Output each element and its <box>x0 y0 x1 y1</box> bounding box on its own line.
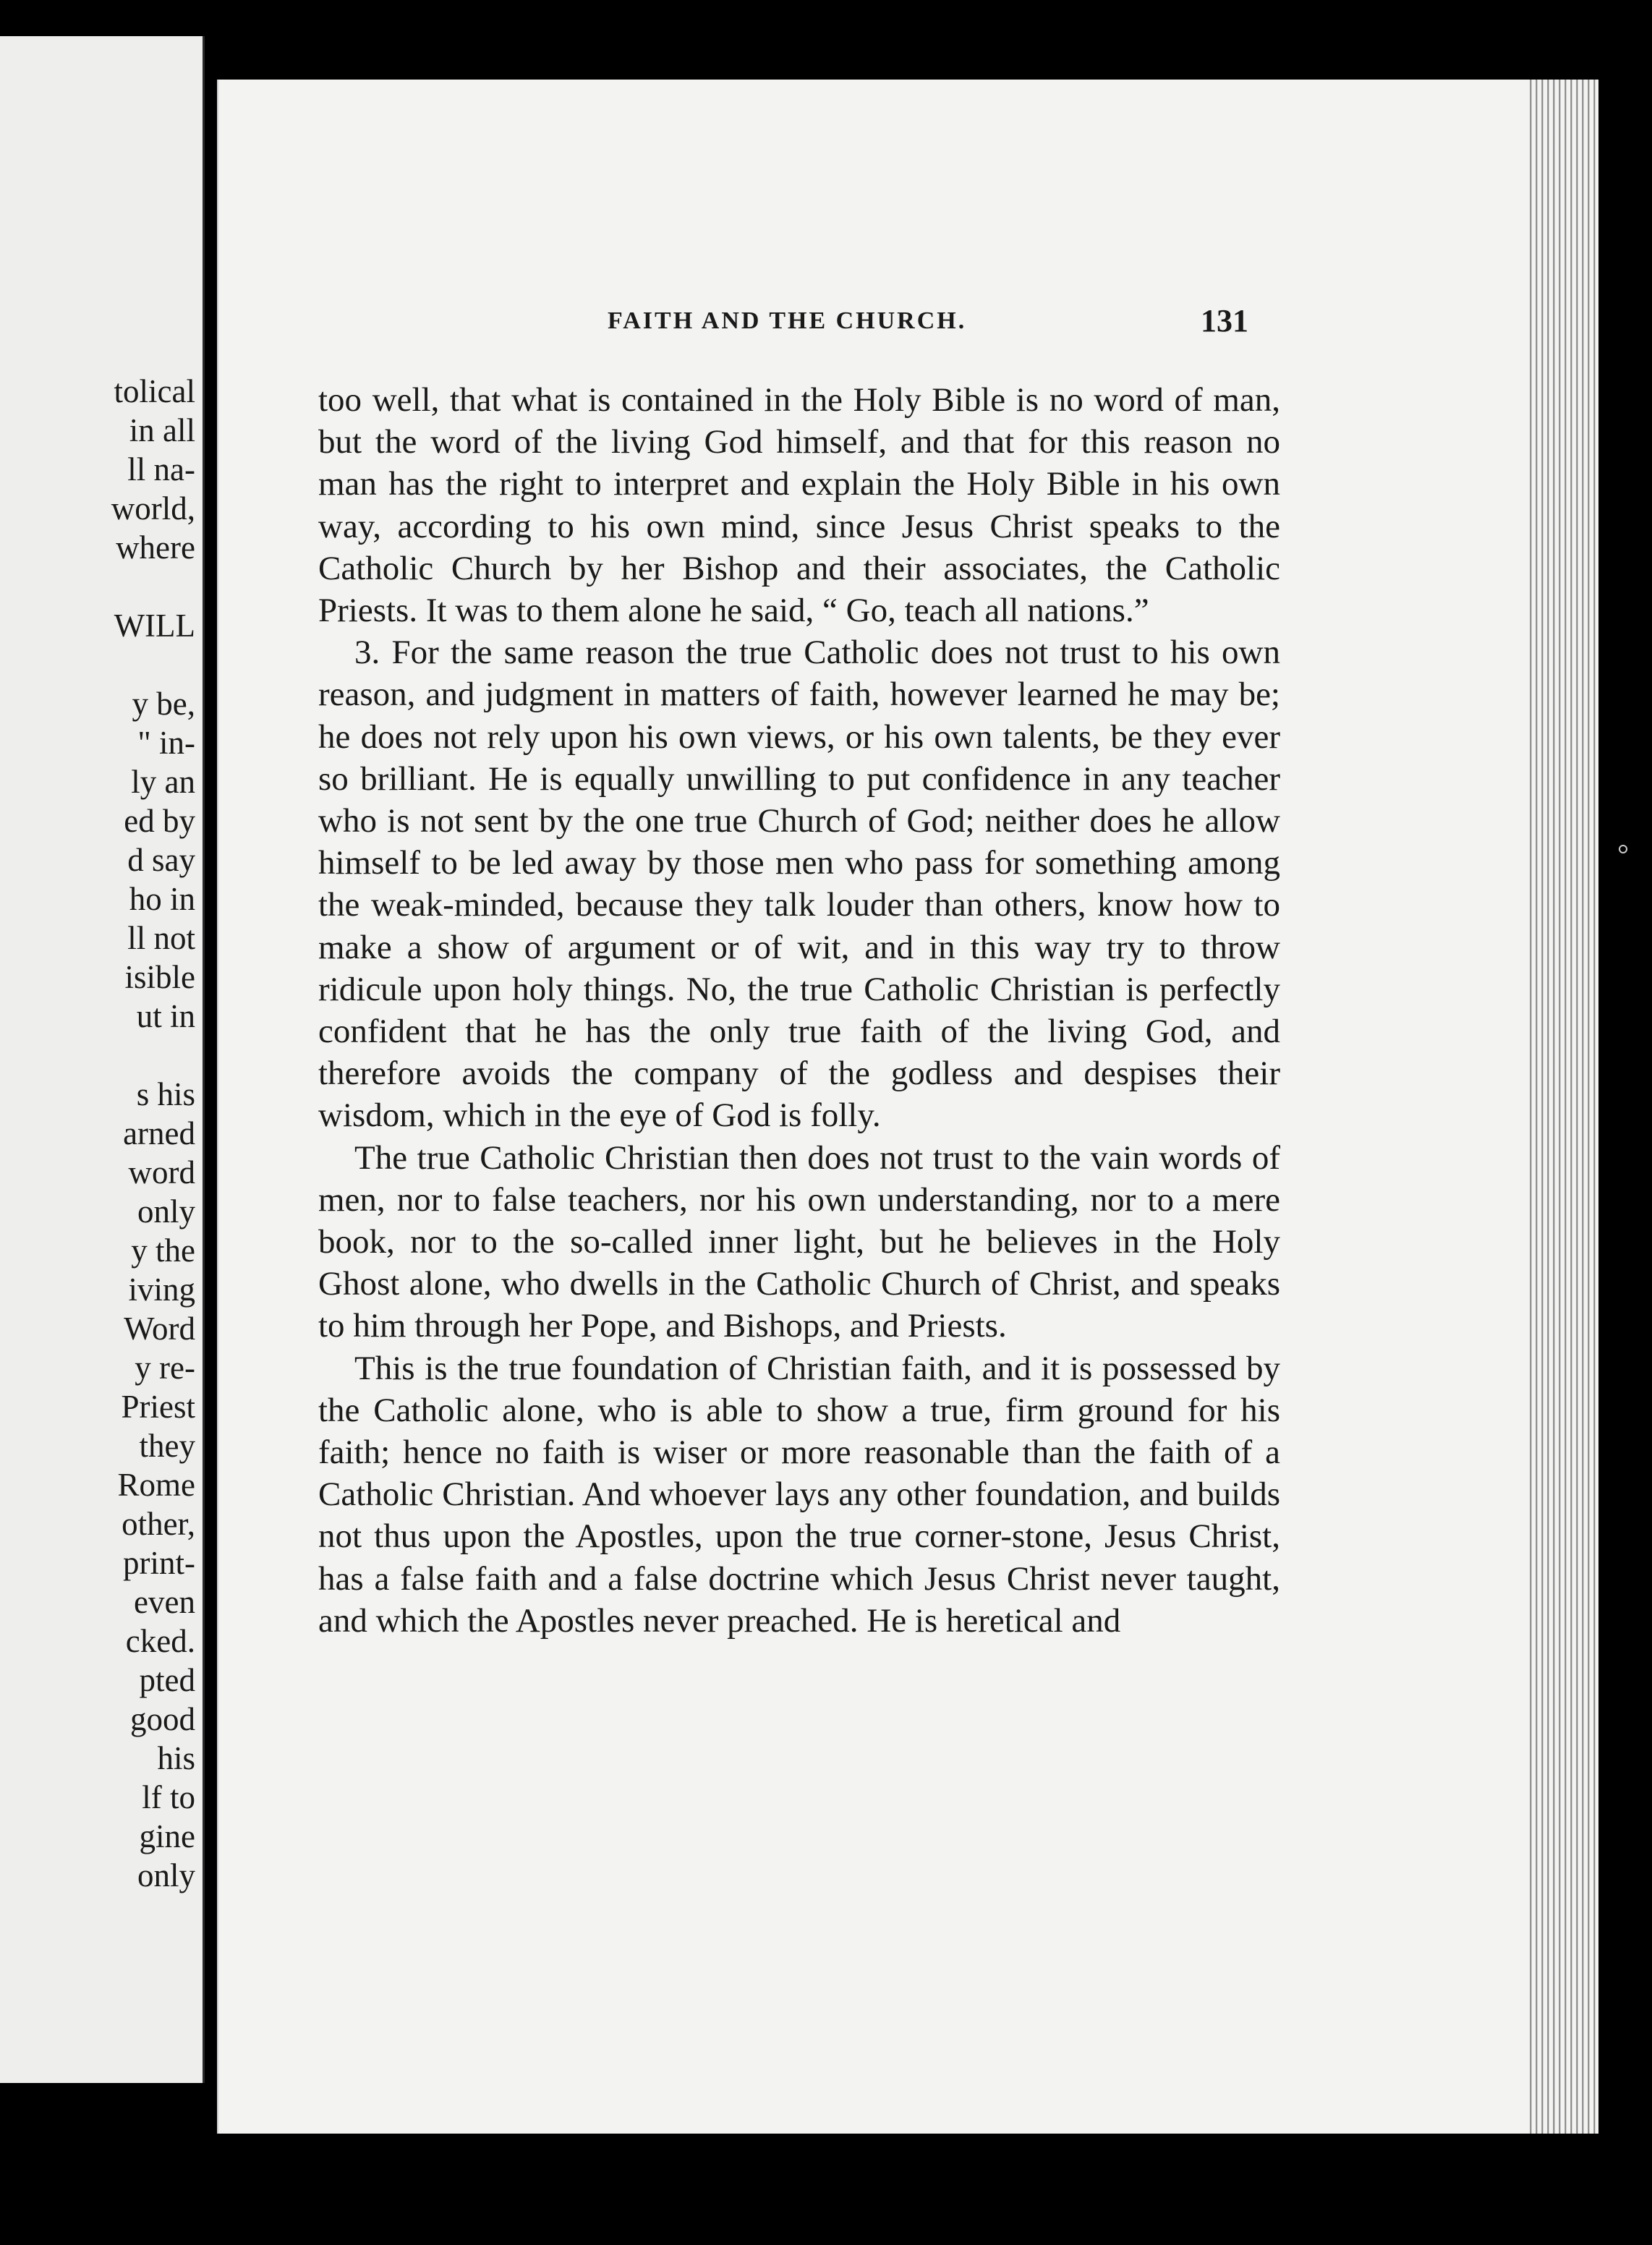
left-page-line: iving <box>128 1271 195 1308</box>
left-page-line: d say <box>127 842 195 878</box>
left-page-line: Priest <box>121 1389 195 1425</box>
left-page-line: only <box>137 1857 195 1893</box>
left-page-line: where <box>116 529 195 566</box>
left-page-line: arned <box>123 1115 195 1151</box>
left-page-line: print- <box>123 1545 195 1581</box>
left-page-line: Rome <box>117 1467 195 1503</box>
scan-speck <box>1619 845 1627 853</box>
left-page-line: ll not <box>127 920 195 956</box>
left-page-line: ut in <box>136 998 195 1034</box>
left-page-line: ho in <box>129 881 195 917</box>
left-page-line: word <box>128 1154 195 1190</box>
page-edge-stack <box>1526 80 1598 2134</box>
left-facing-page <box>0 36 205 2083</box>
left-page-line: other, <box>122 1506 195 1542</box>
left-page-line: isible <box>124 959 195 995</box>
left-page-line: in all <box>129 412 195 448</box>
left-page-line <box>51 645 195 684</box>
left-page-line <box>51 1036 195 1075</box>
left-page-text <box>51 372 195 1895</box>
left-page-line: " in- <box>137 725 195 761</box>
paragraph-true-catholic: The true Catholic Christian then does not trust to the vain words of men, nor to false teachers, nor his own understanding, nor to a mere book, nor to the so-called inner light, but he believes in the Holy Ghost alone, who dwells in the Catholic Church of Christ, and speaks to him through her Pope, and Bishops, and Priests. <box>318 1138 1280 1345</box>
left-page-line: cked. <box>125 1623 195 1659</box>
left-page-line <box>51 567 195 606</box>
paragraph-foundation: This is the true foundation of Christian faith, and it is possessed by the Catholic alone, who is able to show a true, firm ground for his faith; hence no faith is wiser or more reasonable than the faith of a Catholic Christian. And whoever lays any other foundation, and builds not thus upon the Apostles, upon the true corner-stone, Jesus Christ, has a false faith and a false doctrine which Jesus Christ never taught, and which the Apostles never preached. He is heretical and <box>318 1349 1280 1640</box>
left-page-line: they <box>139 1428 195 1464</box>
left-page-line: y be, <box>132 686 195 722</box>
left-page-line: good <box>130 1701 195 1737</box>
left-page-line: ll na- <box>127 451 195 487</box>
paragraph-continuation: too well, that what is contained in the Holy Bible is no word of man, but the word of the living God himself, and that for this reason no man has the right to interpret and explain the Holy Bible in his own way, according to his own mind, since Jesus Christ speaks to the Catholic Church by her Bishop and their associates, the Catholic Priests. It was to them alone he said, “ Go, teach all nations.” <box>318 381 1280 630</box>
left-page-line: pted <box>139 1662 195 1698</box>
left-page-line: even <box>134 1584 195 1620</box>
left-page-line: only <box>137 1193 195 1230</box>
left-page-line: Word <box>124 1311 195 1347</box>
left-page-line: y re- <box>135 1350 195 1386</box>
left-page-line: y the <box>131 1232 195 1269</box>
left-page-line: s his <box>136 1076 195 1112</box>
left-page-line: ed by <box>124 803 195 839</box>
left-page-line: lf to <box>142 1779 195 1815</box>
running-head: FAITH AND THE CHURCH. <box>608 307 967 334</box>
left-page-line: gine <box>139 1818 195 1854</box>
paragraph-3: 3. For the same reason the true Catholic does not trust to his own reason, and judgment in matters of faith, however learned he may be; he does not rely upon his own views, or his own talents, be they ever so brilliant. He is equally unwilling to put confidence in any teacher who is not sent by the one true Church of God; neither does he allow himself to be led away by those men who pass for something among the weak-minded, because they talk louder than others, know how to make a show of argument or of wit, and in this way try to throw ridicule upon holy things. No, the true Catholic Christian is perfectly confident that he has the only true faith of the living God, and therefore avoids the company of the godless and despises their wisdom, which in the eye of God is folly. <box>318 634 1280 1135</box>
page-number: 131 <box>1201 303 1248 338</box>
left-page-line: his <box>157 1740 195 1776</box>
body-text <box>318 379 1280 1642</box>
left-page-line: world, <box>111 490 195 527</box>
left-page-line: WILL <box>114 608 195 644</box>
left-page-line: ly an <box>131 764 195 800</box>
left-page-line: tolical <box>114 373 195 409</box>
